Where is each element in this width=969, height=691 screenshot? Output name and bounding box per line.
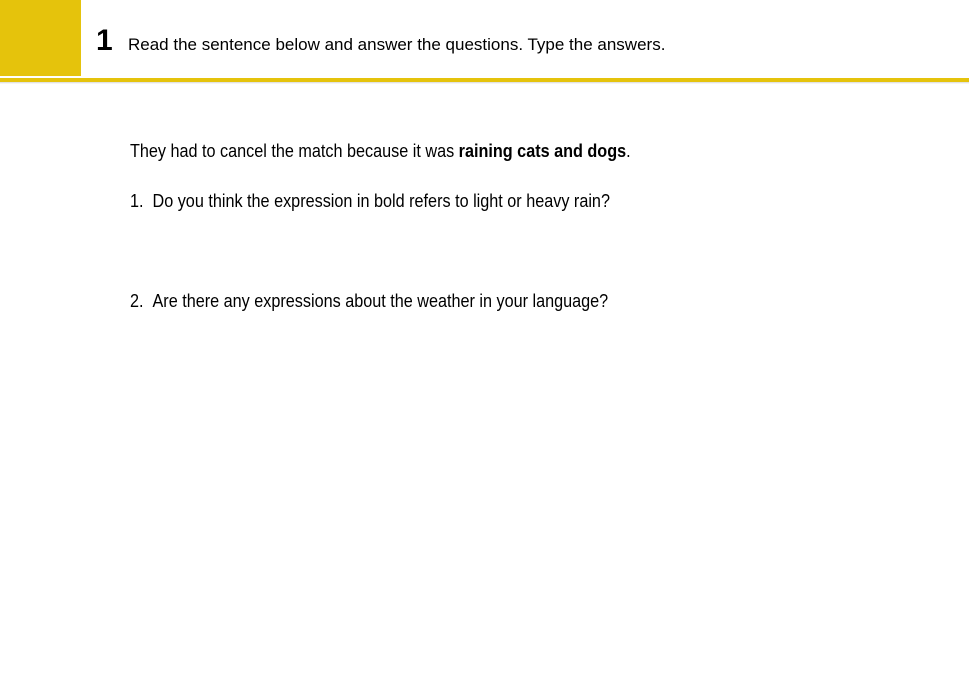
example-sentence (130, 139, 631, 163)
sentence-bold-expression: raining cats and dogs (458, 141, 627, 161)
question-1 (130, 189, 610, 213)
task-instruction: Read the sentence below and answer the questions. Type the answers. (128, 35, 666, 54)
exercise-header (0, 0, 969, 84)
header-accent-block (0, 0, 81, 76)
sentence-text-before: They had to cancel the match because it was (130, 141, 459, 161)
answer-2-area[interactable] (130, 319, 830, 519)
answer-1-area[interactable] (130, 219, 830, 279)
question-2 (130, 289, 608, 313)
question-1-text: Do you think the expression in bold refers to light or heavy rain? (152, 191, 610, 211)
task-number: 1 (96, 24, 113, 57)
question-1-number: 1. (130, 191, 144, 211)
question-2-number: 2. (130, 291, 144, 311)
header-divider-shadow (0, 82, 969, 84)
sentence-text-after: . (626, 141, 631, 161)
question-2-text: Are there any expressions about the weather in your language? (152, 291, 609, 311)
